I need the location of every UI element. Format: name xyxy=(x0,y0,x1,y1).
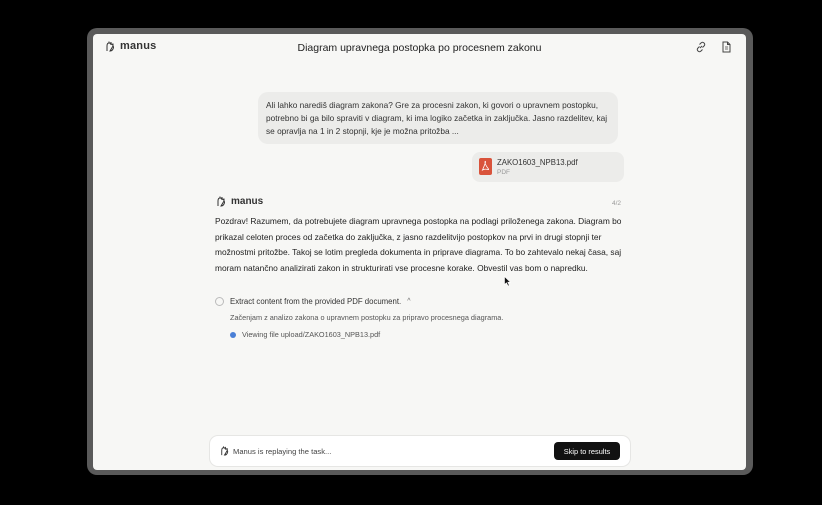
agent-header xyxy=(215,195,263,207)
chevron-up-icon[interactable]: ^ xyxy=(407,298,411,305)
file-icon[interactable] xyxy=(720,40,732,58)
substep-text: Viewing file upload/ZAKO1603_NPB13.pdf xyxy=(242,330,381,339)
replay-status: Manus is replaying the task... xyxy=(233,447,332,456)
attachment-type: PDF xyxy=(497,169,510,176)
attachment-card[interactable] xyxy=(472,152,624,182)
brand-name: manus xyxy=(120,40,157,52)
attachment-name: ZAKO1603_NPB13.pdf xyxy=(497,158,578,167)
agent-message: Pozdrav! Razumem, da potrebujete diagram upravnega postopka na podlagi priloženega zakona. Diagram bo prikazal celoten proces od začetka do zaključka, z jasno razdelitvijo postopkov na prvi in drugi stopnji ter možnostmi pritožbe. Takoj se lotim pregleda dokumenta in priprave diagrama. To bo zahtevalo nekaj časa, saj moram natančno analizirati zakon in strukturirati vse procesne korake. Obvestil vas bom o napredku. xyxy=(215,216,622,273)
top-bar xyxy=(93,34,746,62)
step-status-icon xyxy=(215,297,224,306)
step-counter: 4/2 xyxy=(612,200,622,207)
step-title: Extract content from the provided PDF document. xyxy=(230,297,402,306)
substep[interactable] xyxy=(230,330,380,339)
link-icon[interactable] xyxy=(695,40,707,58)
user-message: Ali lahko narediš diagram zakona? Gre za procesni zakon, ki govori o upravnem postopku, potrebno bi ga bilo spraviti v diagram, ki ima logiko začetka in zaključka. Jasno razdelitev, kaj se opravlja na 1 in 2 stopnji, kje je možna pritožba ... xyxy=(258,92,618,144)
page-title: Diagram upravnega postopka po procesnem zakonu xyxy=(297,42,542,54)
skip-to-results-button[interactable]: Skip to results xyxy=(554,442,620,460)
manus-logo-icon xyxy=(215,195,227,207)
step-description: Začenjam z analizo zakona o upravnem postopku za pripravo procesnega diagrama. xyxy=(230,313,504,322)
replay-bar xyxy=(210,436,630,466)
manus-logo-icon xyxy=(219,445,230,456)
mouse-cursor-icon xyxy=(504,276,512,287)
agent-name: manus xyxy=(231,195,264,207)
app-window xyxy=(93,34,746,470)
progress-dot-icon xyxy=(230,332,236,338)
task-step[interactable] xyxy=(215,297,410,306)
pdf-icon xyxy=(479,158,492,175)
